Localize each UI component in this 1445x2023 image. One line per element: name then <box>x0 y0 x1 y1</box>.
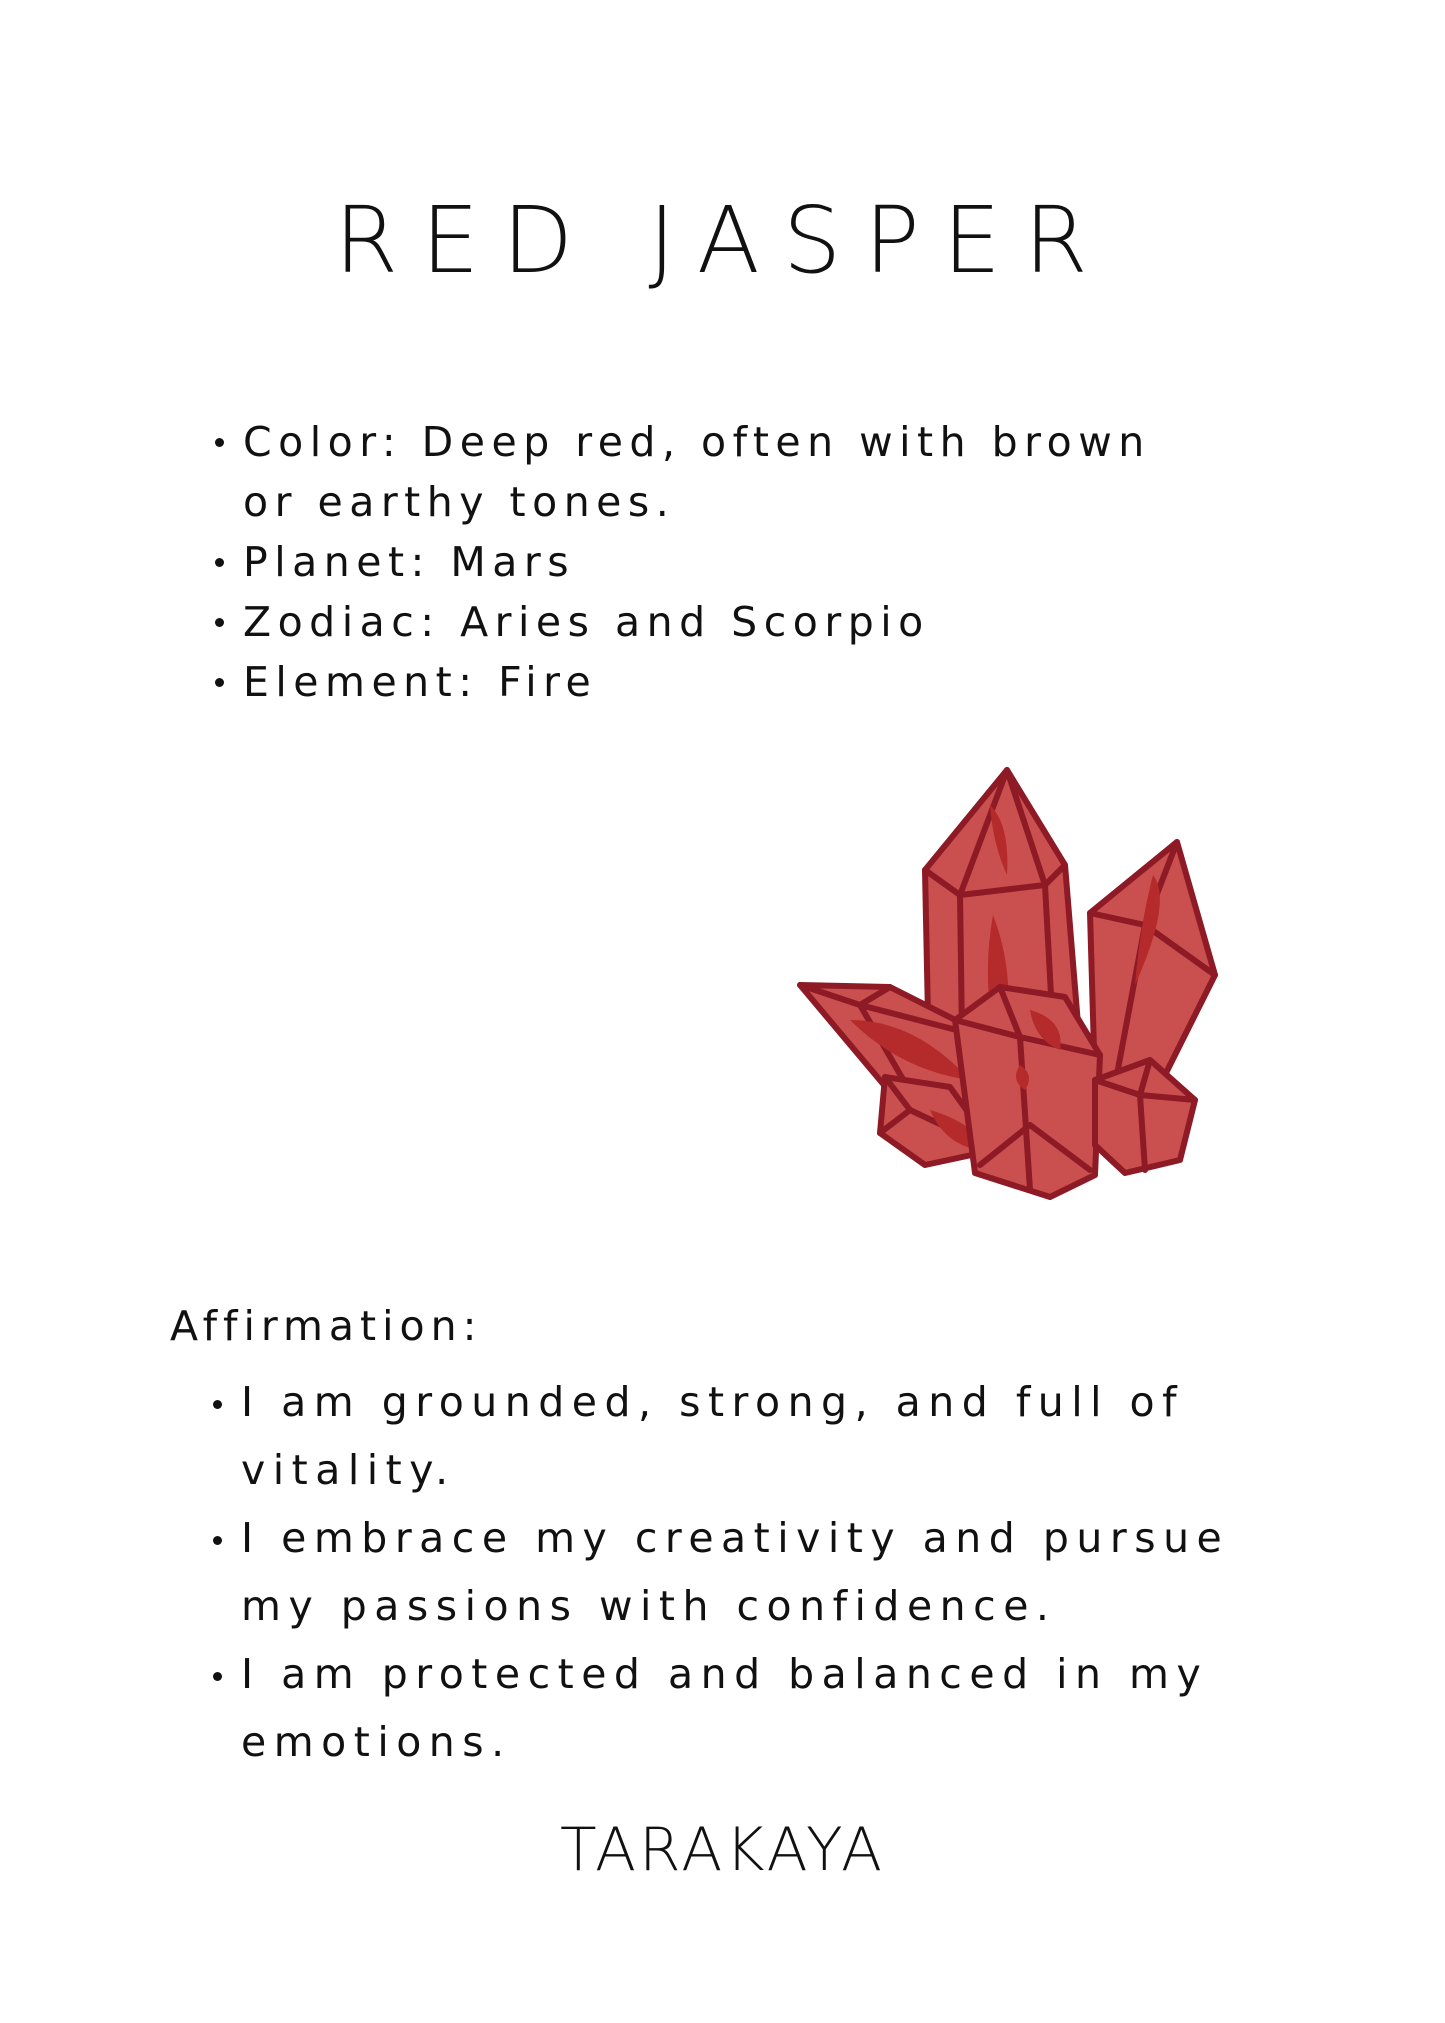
bullet-icon <box>215 558 224 567</box>
brand-name: TARAKAYA <box>559 1815 886 1885</box>
property-list <box>215 412 1215 712</box>
property-text: Color: Deep red, often with brown or earthy tones. <box>243 418 1151 526</box>
list-item <box>213 1640 1253 1776</box>
bullet-icon <box>215 618 224 627</box>
affirmation-text: I embrace my creativity and pursue my passions with confidence. <box>241 1514 1230 1630</box>
list-item <box>215 652 1215 712</box>
red-crystal-cluster-icon <box>795 765 1225 1205</box>
affirmation-text: I am grounded, strong, and full of vitality. <box>241 1378 1185 1494</box>
list-item <box>213 1504 1253 1640</box>
property-text: Element: Fire <box>243 658 598 706</box>
bullet-icon <box>213 1672 222 1681</box>
property-text: Planet: Mars <box>243 538 576 586</box>
list-item <box>215 532 1215 592</box>
list-item <box>213 1368 1253 1504</box>
property-text: Zodiac: Aries and Scorpio <box>243 598 930 646</box>
page-title: RED JASPER <box>334 187 1111 294</box>
affirmation-heading: Affirmation: <box>170 1302 483 1350</box>
list-item <box>215 592 1215 652</box>
bullet-icon <box>213 1536 222 1545</box>
bullet-icon <box>215 678 224 687</box>
affirmation-text: I am protected and balanced in my emotions. <box>241 1650 1209 1766</box>
list-item <box>215 412 1215 532</box>
bullet-icon <box>213 1400 222 1409</box>
bullet-icon <box>215 438 224 447</box>
affirmation-list <box>213 1368 1253 1776</box>
